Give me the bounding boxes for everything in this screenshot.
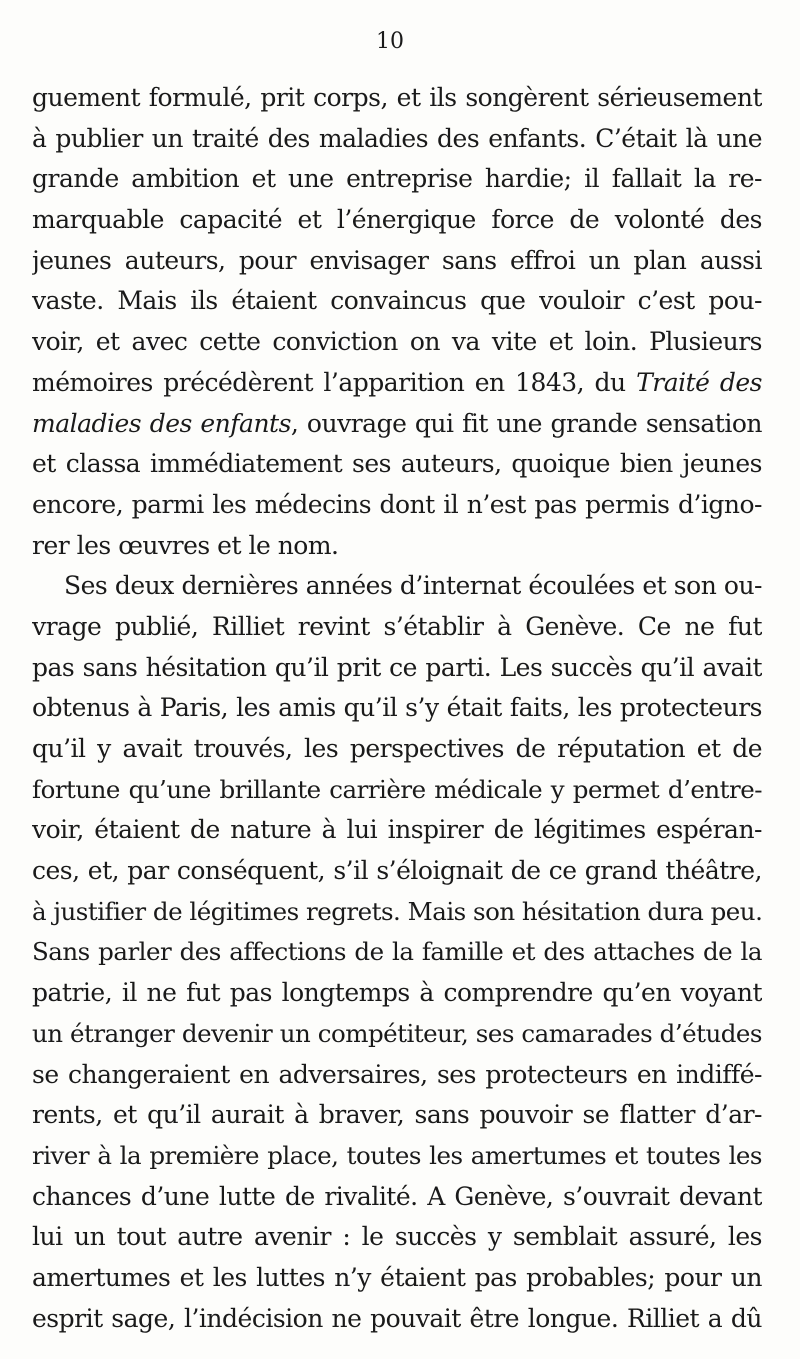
text-line: rer les œuvres et le nom. [32, 530, 339, 560]
text-line: qu’il y avait trouvés, les perspectives de réputation et de [32, 734, 762, 763]
text-line: rents, et qu’il aurait à braver, sans pouvoir se flatter d’ar- [32, 1100, 762, 1130]
line-text: mémoires précédèrent l’apparition en 1843, du [32, 367, 637, 397]
text-line: marquable capacité et l’énergique force de volonté des [32, 205, 762, 235]
line-text: , ouvrage qui fit une grande sensation [290, 408, 762, 438]
text-line: obtenus à Paris, les amis qu’il s’y était faits, les protecteurs [32, 693, 762, 723]
text-line: fortune qu’une brillante carrière médicale y permet d’entre- [32, 774, 762, 804]
text-line: se changeraient en adversaires, ses protecteurs en indiffé- [32, 1059, 762, 1089]
text-line: pas sans hésitation qu’il prit ce parti. Les succès qu’il avait [32, 652, 762, 682]
text-line [32, 363, 762, 404]
text-line: voir, étaient de nature à lui inspirer de légitimes espéran- [32, 815, 762, 845]
text-line: esprit sage, l’indécision ne pouvait être longue. Rilliet a dû [32, 1303, 762, 1333]
text-line: river à la première place, toutes les amertumes et toutes les [32, 1140, 762, 1170]
body-text [32, 78, 762, 1339]
text-line: Ses deux dernières années d’internat écoulées et son ou- [64, 571, 762, 601]
text-line: grande ambition et une entreprise hardie; il fallait la re- [32, 164, 762, 194]
text-line: jeunes auteurs, pour envisager sans effroi un plan aussi [32, 245, 762, 275]
text-line: guement formulé, prit corps, et ils songèrent sérieusement [32, 83, 762, 112]
text-line: Sans parler des affections de la famille et des attaches de la [32, 937, 762, 967]
text-line: à publier un traité des maladies des enfants. C’était là une [32, 123, 762, 153]
text-line: patrie, il ne fut pas longtemps à comprendre qu’en voyant [32, 978, 762, 1008]
text-line: amertumes et les luttes n’y étaient pas probables; pour un [32, 1262, 762, 1292]
text-line: à justifier de légitimes regrets. Mais son hésitation dura peu. [32, 896, 762, 926]
text-line: voir, et avec cette conviction on va vite et loin. Plusieurs [32, 327, 762, 357]
text-line: chances d’une lutte de rivalité. A Genève, s’ouvrait devant [32, 1181, 762, 1211]
text-line: ces, et, par conséquent, s’il s’éloignait de ce grand théâtre, [32, 856, 762, 886]
text-line: vrage publié, Rilliet revint s’établir à Genève. Ce ne fut [32, 611, 762, 641]
text-line: encore, parmi les médecins dont il n’est pas permis d’igno- [32, 489, 762, 519]
text-line: et classa immédiatement ses auteurs, quoique bien jeunes [32, 449, 762, 479]
text-line: un étranger devenir un compétiteur, ses camarades d’études [32, 1018, 762, 1048]
book-title-italic: Traité des [636, 367, 762, 397]
text-line: vaste. Mais ils étaient convaincus que vouloir c’est pou- [32, 286, 762, 316]
book-title-italic: maladies des enfants [32, 408, 291, 438]
text-line: lui un tout autre avenir : le succès y semblait assuré, les [32, 1222, 762, 1252]
page-number: 10 [376, 29, 404, 54]
text-line [32, 404, 762, 445]
